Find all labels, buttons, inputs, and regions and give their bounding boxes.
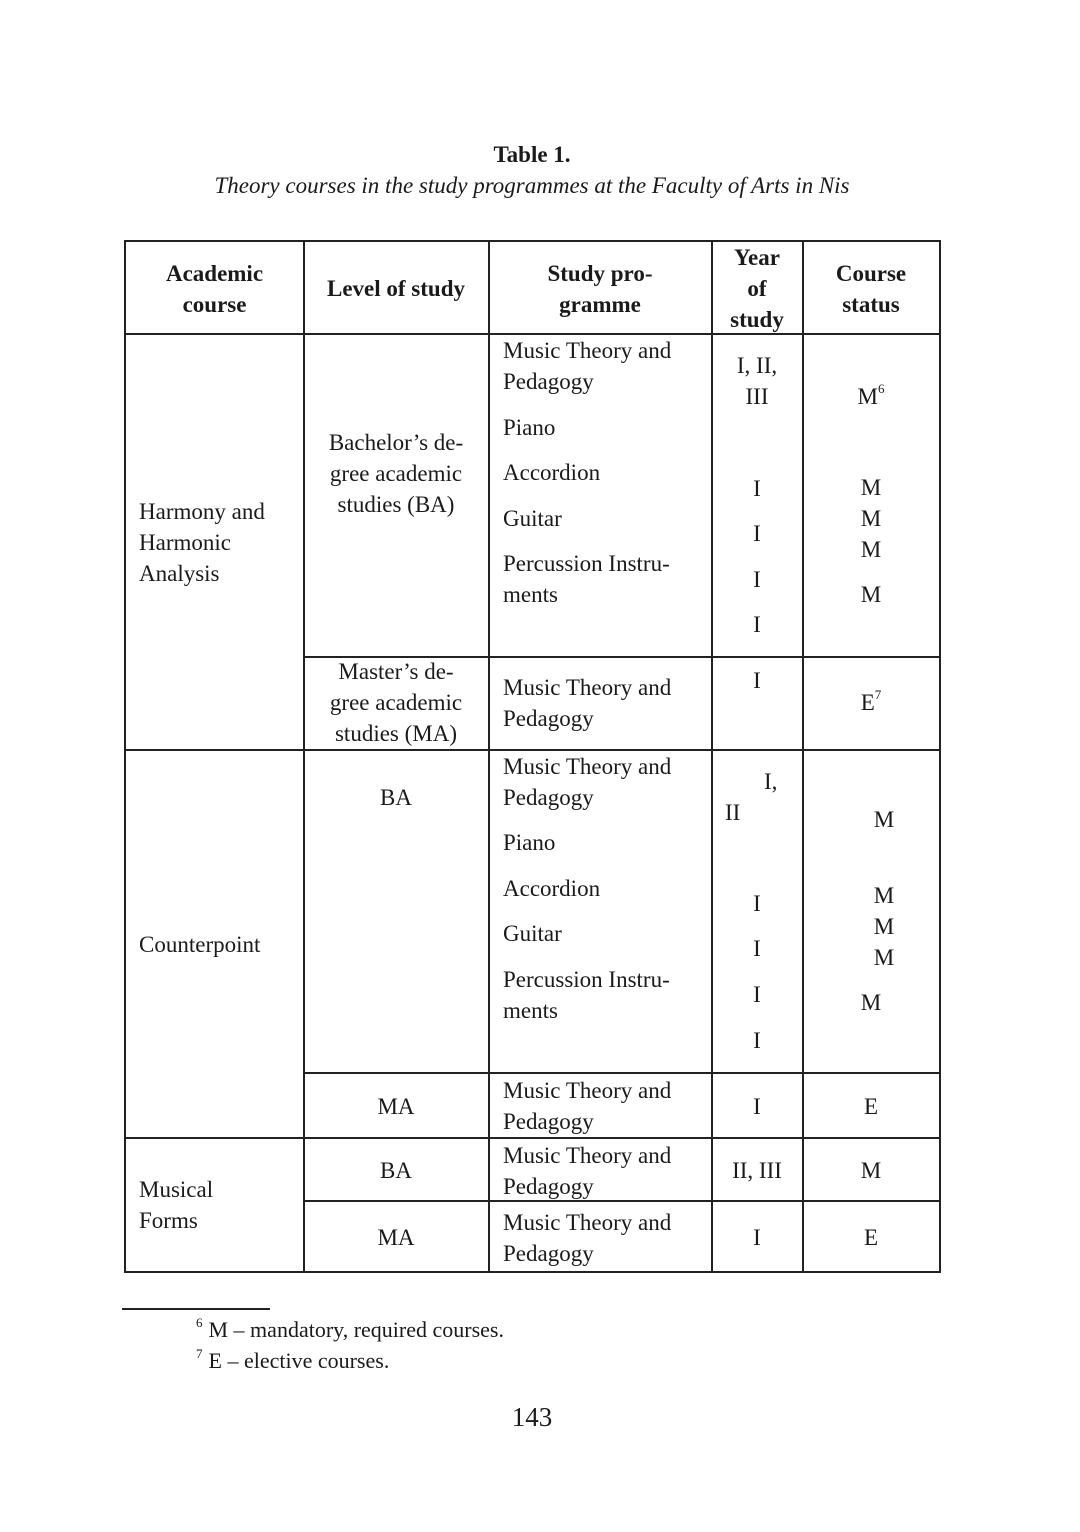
course-counterpoint: Counterpoint [139, 932, 261, 957]
level-counterpoint-ba: BA [380, 785, 412, 810]
course-harmony: Harmony and Harmonic Analysis [139, 499, 265, 586]
header-programme: Study pro- gramme [547, 261, 653, 317]
year-forms-ma: I [753, 1225, 761, 1250]
programme-harmony-ba-4: Guitar [503, 506, 562, 531]
footnote-divider [122, 1308, 270, 1310]
header-level: Level of study [327, 276, 465, 301]
year-counterpoint-ba-3: I [753, 936, 761, 961]
footnote-7: $^7$ E – elective courses. [196, 1345, 390, 1373]
programme-harmony-ba-2: Piano [503, 415, 556, 440]
status-counterpoint-ba-3: M [873, 914, 895, 939]
programme-counterpoint-ba-4: Guitar [503, 921, 562, 946]
programme-counterpoint-ba-1: Music Theory and Pedagogy [503, 754, 672, 810]
col-divider-2 [488, 242, 490, 1271]
programme-counterpoint-ba-2: Piano [503, 830, 556, 855]
status-harmony-ba-3: M [860, 506, 882, 531]
page-number: 143 [511, 1402, 553, 1432]
level-forms-ba: BA [380, 1158, 412, 1183]
programme-harmony-ba-1: Music Theory and Pedagogy [503, 338, 672, 394]
header-academic-course: Academic course [165, 261, 264, 317]
year-harmony-ba-4: I [753, 567, 761, 592]
status-counterpoint-ma: E [863, 1094, 879, 1119]
table-title: Table 1. [493, 142, 571, 167]
status-harmony-ba-5: M [860, 582, 882, 607]
programme-counterpoint-ma: Music Theory and Pedagogy [503, 1078, 672, 1134]
courses-table [124, 240, 941, 1273]
year-counterpoint-ba-2: I [753, 891, 761, 916]
header-year: Year of study [730, 245, 784, 332]
level-forms-ma: MA [377, 1225, 415, 1250]
programme-counterpoint-ba-5: Percussion Instru- ments [503, 967, 670, 1023]
status-counterpoint-ba-5: M [860, 990, 882, 1015]
status-harmony-ba-4: M [860, 537, 882, 562]
level-harmony-ma: Master’s de- gree academic studies (MA) [329, 659, 463, 746]
year-harmony-ba-2: I [753, 476, 761, 501]
status-forms-ma: E [863, 1225, 879, 1250]
year-harmony-ba-3: I [753, 521, 761, 546]
status-forms-ba: M [860, 1158, 882, 1183]
year-counterpoint-ma: I [753, 1094, 761, 1119]
programme-harmony-ba-5: Percussion Instru- ments [503, 551, 670, 607]
footnote-ref-7: 7 [874, 687, 882, 703]
year-forms-ba: II, III [732, 1158, 782, 1183]
status-counterpoint-ba-4: M [873, 945, 895, 970]
status-counterpoint-ba-1: M [873, 807, 895, 832]
year-counterpoint-ba-1a: I, [764, 769, 778, 794]
programme-forms-ba: Music Theory and Pedagogy [503, 1143, 672, 1199]
level-counterpoint-ma: MA [377, 1094, 415, 1119]
year-counterpoint-ba-4: I [753, 982, 761, 1007]
programme-harmony-ma: Music Theory and Pedagogy [503, 675, 672, 731]
table-subtitle: Theory courses in the study programmes at the Faculty of Arts in Nis [214, 173, 850, 198]
year-counterpoint-ba-5: I [753, 1028, 761, 1053]
year-harmony-ba-5: I [753, 612, 761, 637]
footnote-6: $^6$ M – mandatory, required courses. [196, 1314, 504, 1342]
course-musical-forms: Musical Forms [139, 1177, 214, 1233]
programme-harmony-ba-3: Accordion [503, 460, 601, 485]
row-divider-counter-ba [303, 1072, 939, 1074]
footnote-ref-6: 6 [877, 381, 885, 397]
header-status: Course status [835, 261, 907, 317]
row-divider-counter-end [126, 1137, 939, 1139]
status-harmony-ba-2: M [860, 475, 882, 500]
year-counterpoint-ba-1b: II [725, 800, 741, 825]
level-harmony-ba: Bachelor’s de- gree academic studies (BA) [328, 430, 464, 517]
status-harmony-ba-1: $M^6$ [857, 381, 885, 409]
status-counterpoint-ba-2: M [873, 883, 895, 908]
year-harmony-ma: I [753, 668, 761, 693]
year-harmony-ba-1: I, II, III [736, 353, 778, 409]
status-harmony-ma: $E^7$ [860, 687, 882, 715]
programme-counterpoint-ba-3: Accordion [503, 876, 601, 901]
programme-forms-ma: Music Theory and Pedagogy [503, 1210, 672, 1266]
